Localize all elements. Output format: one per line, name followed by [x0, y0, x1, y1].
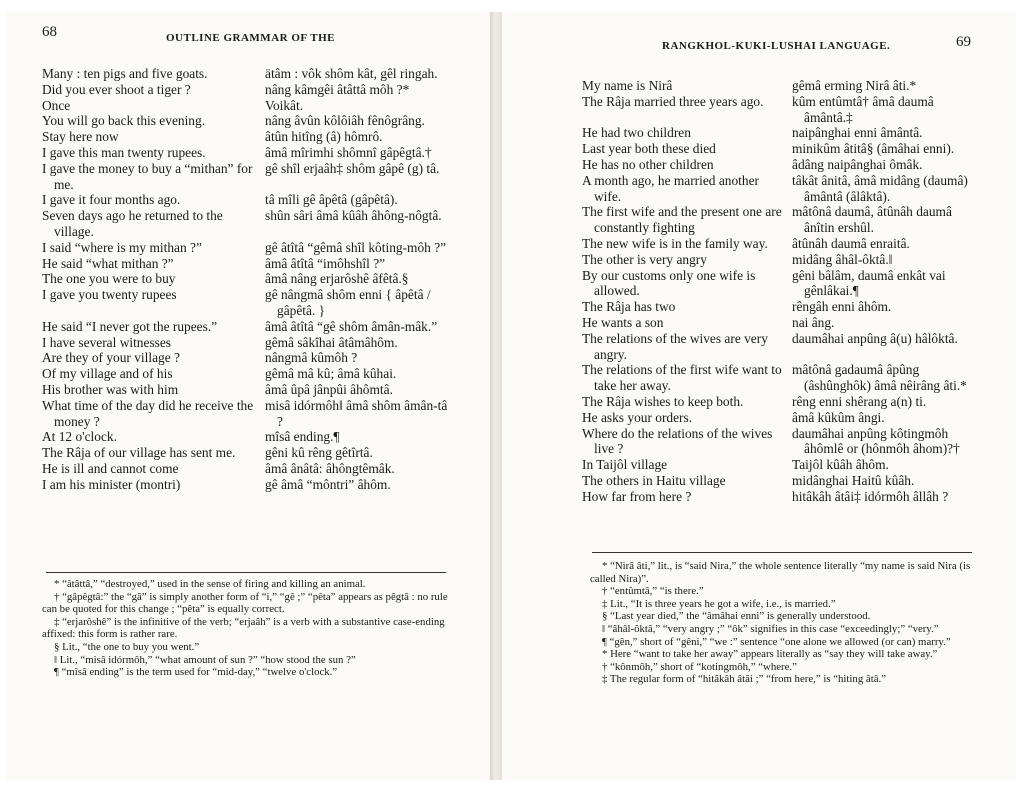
footnote-rule [592, 552, 972, 553]
phrase-row [42, 98, 450, 114]
phrase-row [582, 268, 977, 300]
footnote: † “entûmtâ,” “is there.” [602, 585, 704, 598]
english-phrase: By our customs only one wife is allowed. [582, 267, 756, 299]
english-phrase: His brother was with him [42, 381, 179, 397]
english-phrase: I gave the money to buy a “mithan” for me. [42, 160, 253, 192]
english-phrase: The relations of the first wife want to take her away. [582, 362, 782, 394]
english-phrase: A month ago, he married another wife. [582, 172, 760, 204]
left-page [6, 12, 490, 780]
phrase-row [42, 445, 450, 461]
english-phrase: Where do the relations of the wives live ? [582, 425, 773, 457]
footnote: * “Nirâ âti,” lit., is “said Nira,” the whole sentence literally “my name is said Nira (is called Nira)”. [590, 560, 971, 585]
lushai-translation: midâng âhâl-ôktâ.‖ [792, 251, 893, 267]
page-number: 69 [956, 34, 971, 50]
english-phrase: I gave this man twenty rupees. [42, 144, 206, 160]
footnote: ‖ Lit., “misâ idórmôh,” “what amount of sun ?” “how stood the sun ?” [54, 653, 356, 666]
lushai-translation: âmâ ûpâ jânpûi âhômtâ. [265, 381, 393, 397]
lushai-translation: gê shîl erjaâh‡ shôm gâpê (g) tâ. [265, 160, 440, 176]
phrase-row [42, 145, 450, 161]
english-phrase: How far from here ? [582, 488, 692, 504]
phrase-row [582, 331, 977, 363]
phrase-row [582, 489, 977, 505]
phrase-row [42, 113, 450, 129]
english-phrase: Many : ten pigs and five goats. [42, 66, 208, 81]
lushai-translation: rêngâh enni âhôm. [792, 299, 892, 315]
phrase-row [42, 82, 450, 98]
footnote: † “kônmôh,” short of “kotingmôh,” “where.” [602, 660, 797, 673]
english-phrase: The new wife is in the family way. [582, 235, 768, 251]
english-phrase: The Râja married three years ago. [582, 93, 764, 109]
english-phrase: I have several witnesses [42, 334, 172, 350]
phrase-row [42, 366, 450, 382]
english-phrase: The relations of the wives are very angry. [582, 330, 768, 362]
english-phrase: My name is Nirâ [582, 78, 673, 93]
phrase-row [582, 125, 977, 141]
phrase-row [582, 236, 977, 252]
phrase-row [42, 287, 450, 319]
phrase-row [582, 141, 977, 157]
lushai-translation: shûn sâri âmâ kûâh âhông-nôgtâ. [265, 208, 442, 224]
phrase-row [582, 315, 977, 331]
english-phrase: What time of the day did he receive the money ? [42, 397, 254, 429]
english-phrase: I gave you twenty rupees [42, 287, 177, 303]
running-head: OUTLINE GRAMMAR OF THE [166, 32, 335, 44]
footnotes [42, 578, 452, 679]
phrase-table [42, 66, 450, 493]
lushai-translation: âmâ âtîtâ “gê shôm âmân-mâk.” [265, 318, 438, 334]
lushai-translation: tâ mîli gê âpêtâ (gâpêtâ). [265, 192, 398, 208]
phrase-row [42, 382, 450, 398]
lushai-translation: âtûnâh daumâ enraitâ. [792, 235, 910, 251]
phrase-row [42, 335, 450, 351]
running-head: RANGKHOL-KUKI-LUSHAI LANGUAGE. [662, 40, 891, 52]
footnote: ‡ Lit., “It is three years he got a wife, i.e., is married.” [602, 597, 836, 610]
lushai-translation: daumâhai anpûng â(u) hâlôktâ. [792, 330, 958, 346]
lushai-translation: nâng kâmgêi âtâttâ môh ?* [265, 81, 410, 97]
page-number: 68 [42, 24, 57, 40]
phrase-row [42, 208, 450, 240]
english-phrase: I am his minister (montri) [42, 476, 181, 492]
phrase-row [42, 319, 450, 335]
english-phrase: In Taijôl village [582, 457, 668, 473]
english-phrase: I gave it four months ago. [42, 192, 181, 208]
lushai-translation: âdâng naipânghai ômâk. [792, 156, 923, 172]
english-phrase: The other is very angry [582, 251, 707, 267]
english-phrase: He has no other children [582, 156, 714, 172]
lushai-translation: nâng âvûn kôlôiâh fênôgrâng. [265, 113, 425, 129]
lushai-translation: gêni kû rêng gêtîrtâ. [265, 445, 373, 461]
lushai-translation: tâkât ânitâ, âmâ midâng (daumâ) âmântâ (âlâktâ). [792, 172, 968, 204]
english-phrase: Did you ever shoot a tiger ? [42, 81, 191, 97]
phrase-row [582, 252, 977, 268]
phrase-row [582, 78, 977, 94]
footnote: ‖ “âhâl-ôktâ,” “very angry ;” “ôk” signifies in this case “exceedingly;” “very.” [602, 622, 939, 635]
lushai-translation: rêng enni shêrang a(n) ti. [792, 393, 927, 409]
footnote: ‡ The regular form of “hitâkâh âtâi ;” “from here,” is “hiting âtâ.” [602, 673, 886, 686]
phrase-row [582, 362, 977, 394]
footnote: † “gâpêgtâ:” the “gâ” is simply another form of “i,” “gê ;” “pêta” appears as pêgtâ : no rule can be quoted for this change ; “pêta” is equally correct. [42, 590, 448, 616]
english-phrase: The one you were to buy [42, 271, 176, 287]
lushai-translation: Voikât. [265, 97, 304, 113]
lushai-translation: âmâ ânâtâ: âhôngtêmâk. [265, 460, 395, 476]
lushai-translation: Taijôl kûâh âhôm. [792, 457, 889, 473]
footnote: * “âtâttâ,” “destroyed,” used in the sense of firing and killing an animal. [54, 578, 366, 590]
lushai-translation: mîsâ ending.¶ [265, 429, 340, 445]
phrase-row [582, 173, 977, 205]
phrase-row [42, 192, 450, 208]
phrase-row [582, 94, 977, 126]
english-phrase: He wants a son [582, 314, 664, 330]
english-phrase: He said “I never got the rupees.” [42, 318, 218, 334]
right-page [502, 12, 1016, 780]
phrase-row [582, 473, 977, 489]
lushai-translation: mâtônâ gadaumâ âpûng (âshûnghôk) âmâ nêirâng âti.* [792, 362, 967, 394]
lushai-translation: gê âmâ “môntri” âhôm. [265, 476, 391, 492]
footnote: ‡ “erjarôshê” is the infinitive of the verb; “erjaâh” is a verb with a substantive case-ending affixed: this form is rather rare. [42, 615, 445, 641]
phrase-row [582, 457, 977, 473]
lushai-translation: âmâ mîrimhi shômnî gâpêgtâ.† [265, 144, 432, 160]
english-phrase: He is ill and cannot come [42, 460, 179, 476]
lushai-translation: daumâhai anpûng kôtingmôh âhômlê or (hônmôh âhom)?† [792, 425, 960, 457]
phrase-row [42, 129, 450, 145]
lushai-translation: mâtônâ daumâ, âtûnâh daumâ ânîtin ershûl. [792, 204, 952, 236]
english-phrase: Stay here now [42, 129, 119, 145]
footnote: * Here “want to take her away” appears literally as “say they will take away.” [602, 648, 938, 661]
english-phrase: You will go back this evening. [42, 113, 206, 129]
lushai-translation: ätâm : vôk shôm kât, gêl ringah. [265, 66, 438, 81]
phrase-row [42, 240, 450, 256]
phrase-row [582, 204, 977, 236]
english-phrase: The Râja of our village has sent me. [42, 445, 236, 461]
phrase-row [42, 350, 450, 366]
english-phrase: I said “where is my mithan ?” [42, 239, 202, 255]
phrase-row [42, 461, 450, 477]
phrase-row [42, 271, 450, 287]
english-phrase: Once [42, 97, 71, 113]
lushai-translation: midânghai Haitû kûâh. [792, 472, 915, 488]
english-phrase: At 12 o'clock. [42, 429, 117, 445]
phrase-row [582, 299, 977, 315]
phrase-row [42, 161, 450, 193]
lushai-translation: kûm entûmtâ† âmâ daumâ âmântâ.‡ [792, 93, 934, 125]
phrase-table [582, 78, 977, 505]
lushai-translation: gê âtîtâ “gêmâ shîl kôting-môh ?” [265, 239, 447, 255]
footnote: § Lit., “the one to buy you went.” [54, 640, 200, 653]
phrase-row [42, 477, 450, 493]
phrase-row [582, 410, 977, 426]
english-phrase: Are they of your village ? [42, 350, 180, 366]
footnote-rule [46, 572, 446, 573]
lushai-translation: nângmâ kûmôh ? [265, 350, 358, 366]
footnote: § “Last year died,” the “âmâhai enni” is generally understood. [602, 610, 871, 623]
footnote: ¶ “mîsâ ending” is the term used for “mid-day,” “twelve o'clock.” [54, 666, 338, 679]
lushai-translation: minikûm âtitâ§ (âmâhai enni). [792, 141, 955, 157]
footnotes [590, 560, 986, 686]
english-phrase: He said “what mithan ?” [42, 255, 174, 271]
lushai-translation: âmâ âtîtâ “imôhshîl ?” [265, 255, 386, 271]
english-phrase: He asks your orders. [582, 409, 693, 425]
lushai-translation: gê nângmâ shôm enni { âpêtâ / gâpêtâ. } [265, 287, 431, 318]
lushai-translation: gêni bâlâm, daumâ enkât vai gênlâkai.¶ [792, 267, 946, 299]
lushai-translation: gêmâ sâkîhai âtâmâhôm. [265, 334, 398, 350]
english-phrase: The others in Haitu village [582, 472, 726, 488]
lushai-translation: gêmâ mâ kû; âmâ kûhai. [265, 366, 397, 382]
phrase-row [42, 66, 450, 82]
english-phrase: The Râja wishes to keep both. [582, 393, 744, 409]
lushai-translation: âtûn hitîng (â) hômrô. [265, 129, 383, 145]
english-phrase: The Râja has two [582, 299, 676, 315]
lushai-translation: nai âng. [792, 314, 835, 330]
english-phrase: The first wife and the present one are constantly fighting [582, 204, 782, 236]
lushai-translation: âmâ nâng erjarôshê âfêtâ.§ [265, 271, 409, 287]
phrase-row [582, 394, 977, 410]
lushai-translation: misâ idórmôh‖ âmâ shôm âmân-tâ ? [265, 397, 448, 429]
english-phrase: Last year both these died [582, 141, 716, 157]
book-gutter [490, 12, 502, 780]
phrase-row [42, 398, 450, 430]
lushai-translation: hitâkâh âtâi‡ idórmôh âllâh ? [792, 488, 949, 504]
phrase-row [582, 157, 977, 173]
lushai-translation: naipânghai enni âmântâ. [792, 125, 923, 141]
english-phrase: Seven days ago he returned to the village. [42, 208, 223, 239]
lushai-translation: gêmâ erming Nirâ âti.* [792, 78, 917, 93]
english-phrase: He had two children [582, 125, 691, 141]
phrase-row [42, 256, 450, 272]
lushai-translation: âmâ kûkûm ângi. [792, 409, 885, 425]
phrase-row [582, 426, 977, 458]
english-phrase: Of my village and of his [42, 366, 173, 382]
phrase-row [42, 429, 450, 445]
footnote: ¶ “gên,” short of “gêni,” “we :” sentence “one alone we allowed (or can) marry.” [602, 635, 951, 648]
